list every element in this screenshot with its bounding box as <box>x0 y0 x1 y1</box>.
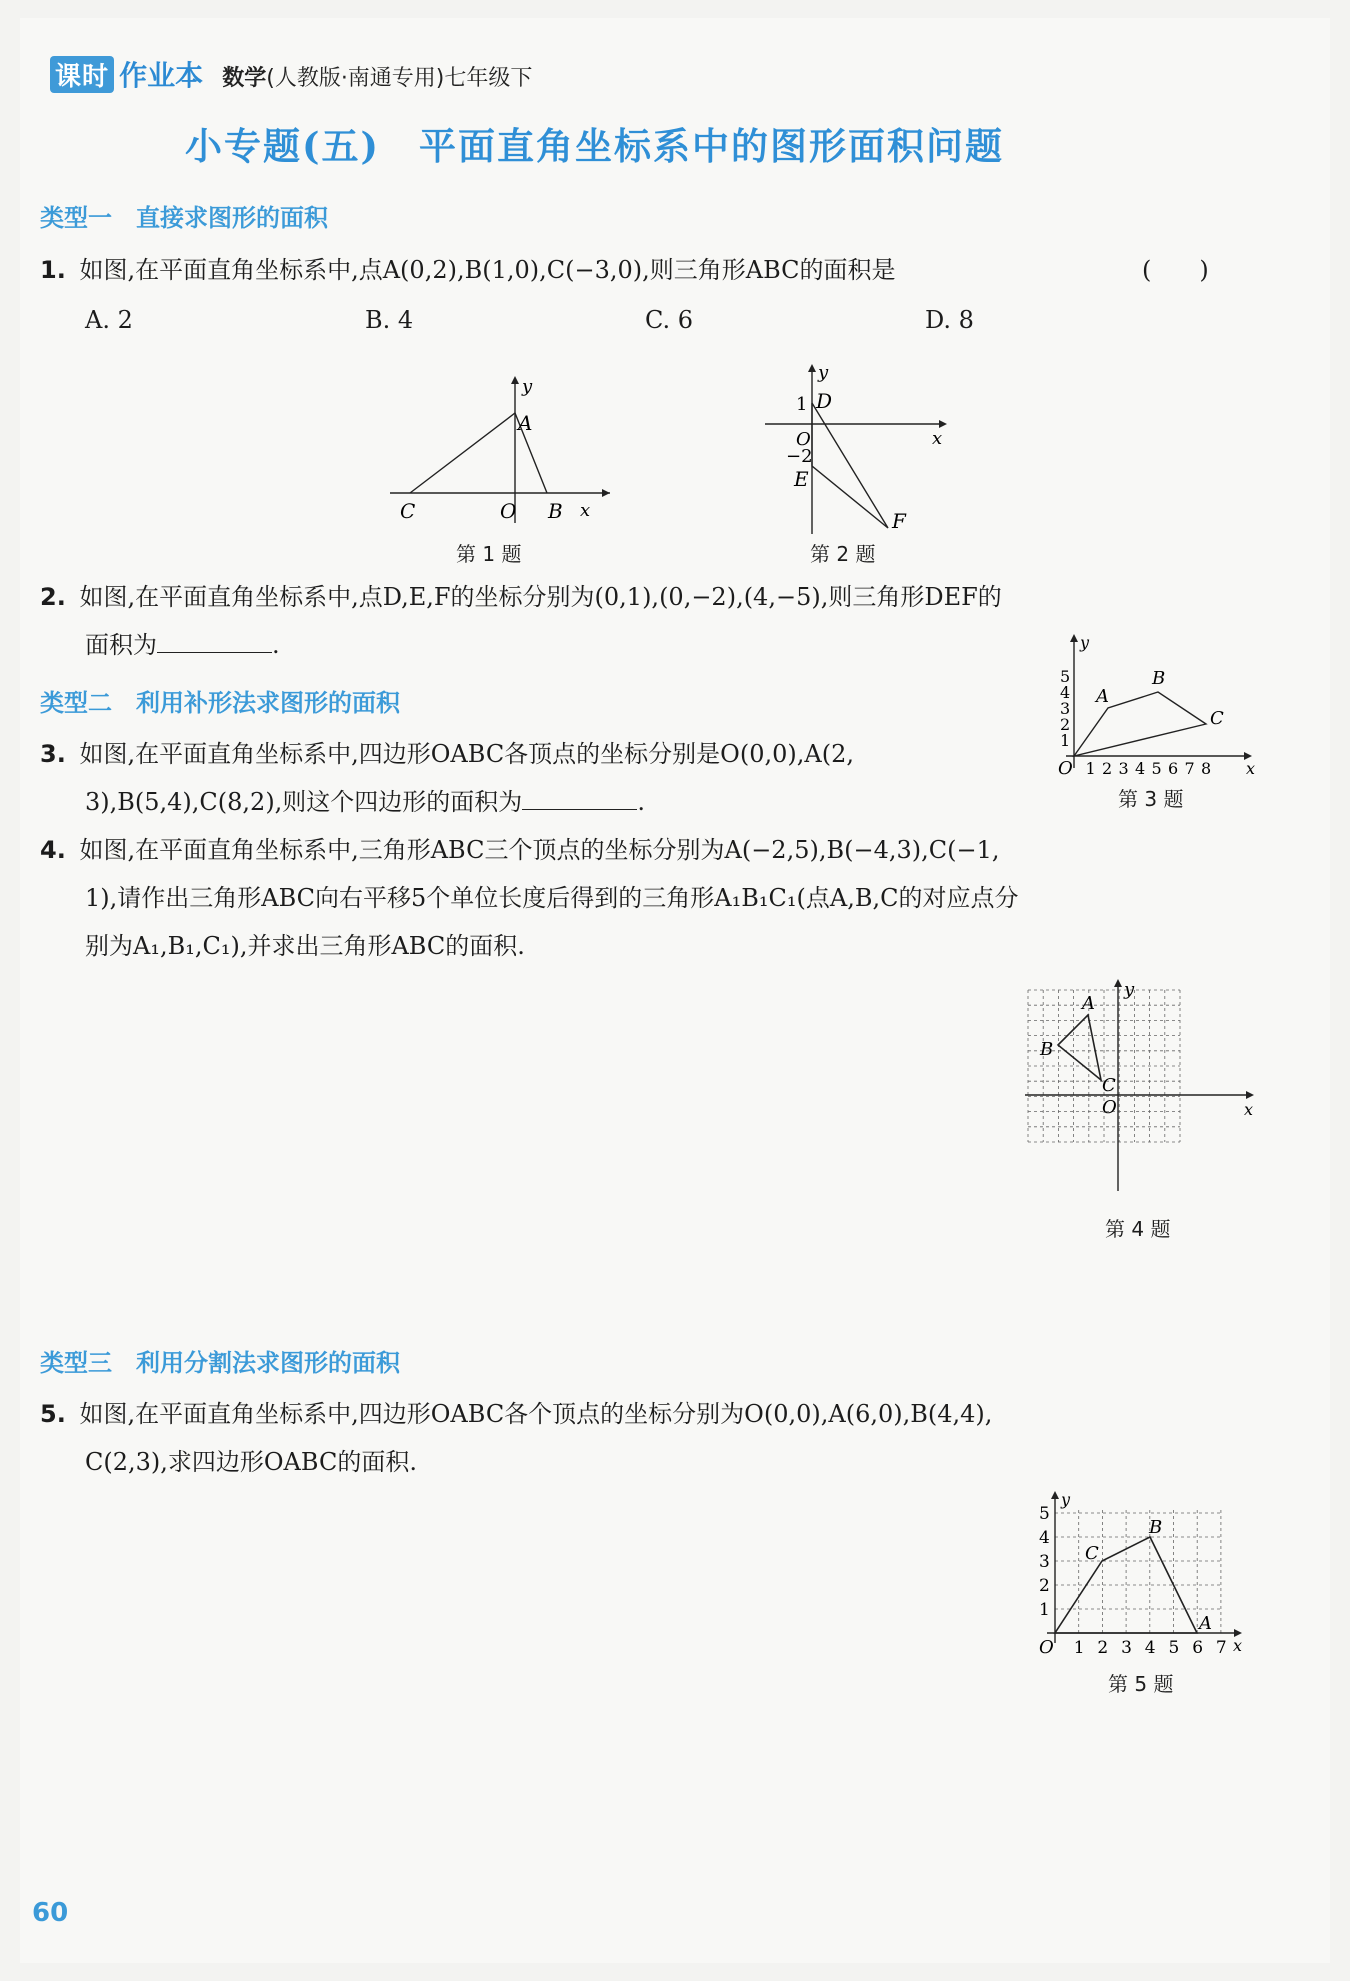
fig3-y-ticks <box>1060 667 1070 750</box>
figure-1 <box>380 368 620 528</box>
logo-box: 课时 <box>50 56 114 93</box>
fig4-label-x: x <box>1244 1100 1254 1119</box>
fig3-x-tick: 6 <box>1168 759 1179 778</box>
fig5-x-tick: 3 <box>1121 1638 1132 1658</box>
fig3-x-tick: 8 <box>1201 759 1212 778</box>
fig5-y-tick: 3 <box>1039 1552 1050 1572</box>
page-title: 小专题(五) 平面直角坐标系中的图形面积问题 <box>185 124 1005 168</box>
fig1-label-y: y <box>522 376 533 397</box>
fig3-x-tick: 3 <box>1118 759 1129 778</box>
question-1 <box>40 246 1310 294</box>
question-text-line-1: 如图,在平面直角坐标系中,三角形ABC三个顶点的坐标分别为A(−2,5),B(−4,3),C(−1, <box>79 836 1000 864</box>
fig5-x-tick: 1 <box>1073 1638 1085 1658</box>
logo-text: 作业本 <box>119 59 204 92</box>
fig4-label-y: y <box>1124 979 1135 1000</box>
question-number: 4. <box>40 836 66 864</box>
fig3-label-c: C <box>1210 708 1224 729</box>
fig5-label-b: B <box>1149 1517 1163 1538</box>
fig2-label-y: y <box>818 362 829 383</box>
section-type-1: 类型一 直接求图形的面积 <box>40 204 328 232</box>
question-number: 3. <box>40 740 66 768</box>
question-text-line-2: 3),B(5,4),C(8,2),则这个四边形的面积为 <box>85 788 523 816</box>
fig3-label-y: y <box>1080 633 1090 652</box>
fig3-x-ticks <box>1086 759 1212 778</box>
fig5-x-tick: 7 <box>1215 1638 1227 1658</box>
book-info <box>222 66 532 91</box>
fig3-y-tick: 2 <box>1060 715 1071 734</box>
option-c: C. 6 <box>645 306 694 334</box>
fig5-x-tick: 2 <box>1097 1638 1109 1658</box>
section-type-3: 类型三 利用分割法求图形的面积 <box>40 1349 400 1377</box>
question-4 <box>40 826 999 874</box>
fig5-x-tick: 5 <box>1168 1638 1180 1658</box>
question-2-line-2 <box>85 621 280 669</box>
question-number: 2. <box>40 583 66 611</box>
question-end: . <box>637 788 645 816</box>
answer-blank[interactable] <box>522 787 637 810</box>
question-5-line-2: C(2,3),求四边形OABC的面积. <box>85 1448 417 1476</box>
fig2-label-d: D <box>816 389 833 413</box>
fig5-y-tick: 4 <box>1039 1528 1050 1548</box>
fig3-x-tick: 2 <box>1102 759 1113 778</box>
fig4-label-c: C <box>1102 1075 1116 1096</box>
fig5-y-tick: 1 <box>1039 1600 1050 1620</box>
figure-3 <box>1040 628 1260 778</box>
section-type-2: 类型二 利用补形法求图形的面积 <box>40 689 400 717</box>
figure-2 <box>750 356 960 536</box>
fig5-label-c: C <box>1085 1543 1099 1564</box>
question-text-line-1: 如图,在平面直角坐标系中,四边形OABC各顶点的坐标分别是O(0,0),A(2, <box>79 740 854 768</box>
question-4-line-2: 1),请作出三角形ABC向右平移5个单位长度后得到的三角形A₁B₁C₁(点A,B,C的对应点分 <box>85 884 1019 912</box>
fig1-label-b: B <box>548 499 563 523</box>
page <box>20 18 1330 1963</box>
fig2-label-o: O <box>796 429 811 450</box>
fig4-grid <box>1028 990 1180 1142</box>
fig5-label-o: O <box>1039 1637 1054 1658</box>
header <box>50 54 532 94</box>
question-text: 如图,在平面直角坐标系中,点A(0,2),B(1,0),C(−3,0),则三角形ABC的面积是 <box>79 256 896 284</box>
fig5-label-y: y <box>1061 1490 1071 1509</box>
figure-5 <box>1025 1483 1250 1663</box>
option-b: B. 4 <box>365 306 414 334</box>
fig1-label-a: A <box>518 411 533 435</box>
fig3-y-tick: 5 <box>1060 667 1071 686</box>
fig3-x-tick: 7 <box>1184 759 1195 778</box>
question-2 <box>40 573 1310 621</box>
fig3-label-a: A <box>1096 686 1109 707</box>
fig4-label-o: O <box>1102 1097 1117 1118</box>
question-end: . <box>272 631 280 659</box>
fig4-label-b: B <box>1040 1039 1054 1060</box>
fig2-label-1: 1 <box>796 394 808 415</box>
question-number: 1. <box>40 256 66 284</box>
question-3 <box>40 730 854 778</box>
figure-4-caption: 第 4 题 <box>1105 1217 1171 1241</box>
fig5-y-ticks <box>1039 1504 1050 1620</box>
figure-5-caption: 第 5 题 <box>1108 1672 1174 1696</box>
fig1-label-o: O <box>500 499 517 523</box>
question-text-line-2: 面积为 <box>85 631 157 659</box>
book-edition: (人教版·南通专用)七年级下 <box>266 66 533 91</box>
fig3-label-b: B <box>1152 668 1166 689</box>
fig2-label-neg2: −2 <box>786 446 813 467</box>
fig5-x-tick: 6 <box>1192 1638 1204 1658</box>
option-a: A. 2 <box>85 306 133 334</box>
fig2-label-e: E <box>794 467 809 491</box>
fig5-label-a: A <box>1199 1613 1212 1634</box>
figure-2-caption: 第 2 题 <box>810 542 876 566</box>
fig5-y-tick: 2 <box>1039 1576 1050 1596</box>
fig3-label-x: x <box>1246 759 1256 778</box>
question-5 <box>40 1390 992 1438</box>
fig5-label-x: x <box>1233 1636 1243 1655</box>
fig5-x-ticks <box>1074 1638 1227 1658</box>
fig3-y-tick: 4 <box>1060 683 1071 702</box>
fig4-label-a: A <box>1082 993 1095 1014</box>
answer-paren: ( ) <box>1142 256 1209 284</box>
fig5-x-tick: 4 <box>1144 1638 1156 1658</box>
fig3-y-tick: 3 <box>1060 699 1071 718</box>
fig5-grid <box>1055 1507 1221 1633</box>
question-number: 5. <box>40 1400 66 1428</box>
fig1-label-x: x <box>580 500 591 521</box>
fig3-x-tick: 4 <box>1135 759 1146 778</box>
fig5-y-tick: 5 <box>1039 1504 1050 1524</box>
book-subject: 数学 <box>222 66 267 91</box>
option-d: D. 8 <box>925 306 974 334</box>
fig1-label-c: C <box>400 499 416 523</box>
fig2-label-x: x <box>932 428 943 449</box>
question-text-line-1: 如图,在平面直角坐标系中,四边形OABC各个顶点的坐标分别为O(0,0),A(6,0),B(4,4), <box>79 1400 993 1428</box>
question-text-line-1: 如图,在平面直角坐标系中,点D,E,F的坐标分别为(0,1),(0,−2),(4,−5),则三角形DEF的 <box>79 583 1002 611</box>
fig3-y-tick: 1 <box>1060 731 1071 750</box>
question-4-line-3: 别为A₁,B₁,C₁),并求出三角形ABC的面积. <box>85 932 525 960</box>
fig3-x-tick: 5 <box>1151 759 1162 778</box>
figure-1-caption: 第 1 题 <box>456 542 522 566</box>
question-3-line-2 <box>85 778 645 826</box>
figure-4 <box>1020 973 1260 1193</box>
fig3-label-o: O <box>1058 758 1073 778</box>
fig2-label-f: F <box>892 509 906 533</box>
page-number: 60 <box>32 1898 69 1928</box>
answer-blank[interactable] <box>157 630 272 653</box>
figure-3-caption: 第 3 题 <box>1118 787 1184 811</box>
fig3-x-tick: 1 <box>1085 759 1096 778</box>
